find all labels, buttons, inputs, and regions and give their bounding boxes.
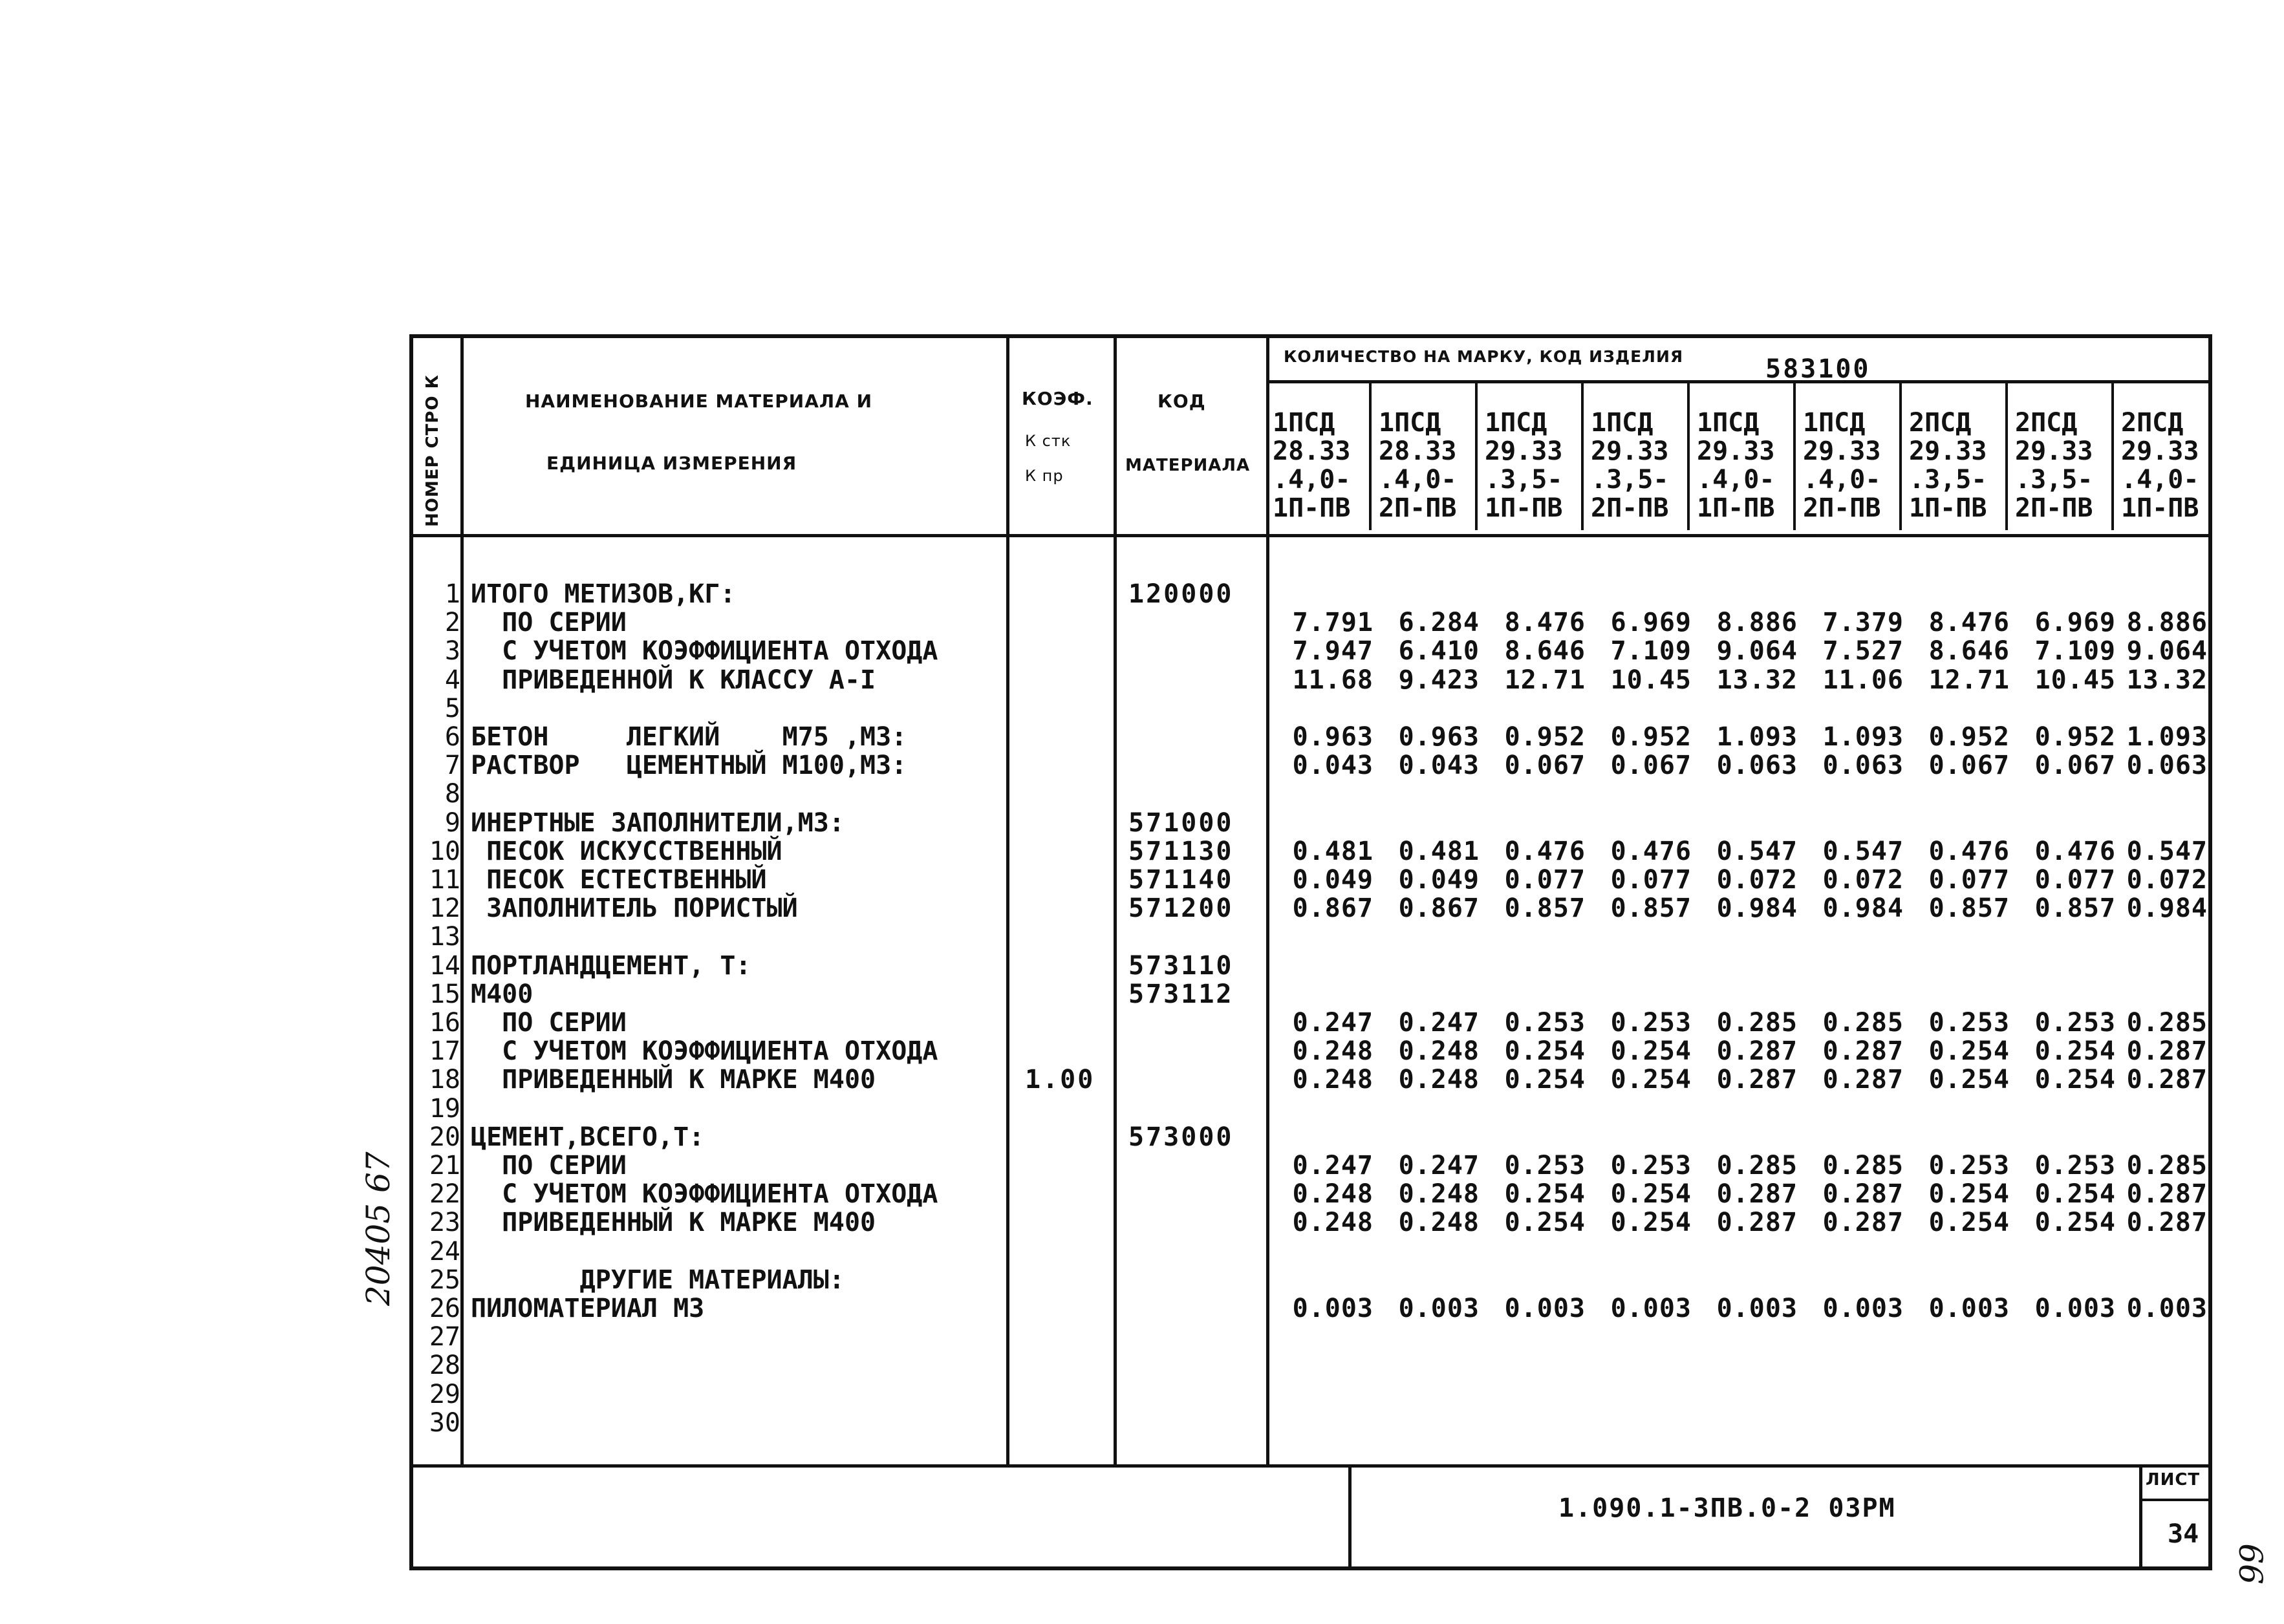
column-header-line: 1ПСД: [1697, 408, 1760, 438]
divider-coef: [1114, 334, 1117, 1467]
quantity-value: 0.285: [1822, 1008, 1904, 1038]
quantity-value: 0.248: [1292, 1208, 1374, 1238]
quantity-value: 9.064: [2126, 636, 2208, 667]
column-header-line: 2ПСД: [1909, 408, 1972, 438]
quantity-value: 0.857: [1928, 893, 2010, 924]
coefficient-value: 1.00: [1025, 1065, 1095, 1095]
quantity-value: 0.247: [1292, 1008, 1374, 1038]
quantity-value: 0.254: [1504, 1036, 1586, 1067]
quantity-value: 13.32: [2126, 665, 2208, 695]
material-code: 571130: [1128, 836, 1234, 866]
quantity-value: 6.410: [1398, 636, 1480, 667]
material-name: ПО СЕРИИ: [471, 1151, 627, 1181]
quantity-value: 0.952: [1610, 722, 1692, 752]
quantity-value: 0.476: [1610, 836, 1692, 866]
column-header-line: 1П-ПВ: [1273, 493, 1351, 523]
quantity-value: 12.71: [1928, 665, 2010, 695]
quantity-value: 0.481: [1398, 836, 1480, 866]
quantity-value: 8.476: [1504, 608, 1586, 638]
quantity-value: 0.253: [2034, 1151, 2116, 1181]
quantity-value: 0.287: [1716, 1208, 1798, 1238]
quantity-value: 0.043: [1398, 751, 1480, 781]
quantity-value: 7.947: [1292, 636, 1374, 667]
quantity-value: 0.287: [1822, 1036, 1904, 1067]
quantity-value: 0.285: [2126, 1151, 2208, 1181]
material-name: ИТОГО МЕТИЗОВ,КГ:: [471, 579, 736, 609]
divider-qty-5: [1793, 381, 1796, 530]
quantity-value: 0.003: [1822, 1294, 1904, 1323]
quantity-value: 0.287: [1822, 1208, 1904, 1238]
material-code: 573000: [1128, 1122, 1234, 1152]
document-code: 1.090.1-3ПВ.0-2 03РМ: [1558, 1493, 1896, 1523]
quantity-value: 0.072: [2126, 865, 2208, 895]
quantity-value: 0.287: [2126, 1179, 2208, 1210]
material-name: ПОРТЛАНДЦЕМЕНТ, Т:: [471, 950, 751, 981]
row-number: 1: [444, 579, 460, 609]
column-header-line: 28.33: [1379, 436, 1457, 466]
column-header-line: 29.33: [1803, 436, 1881, 466]
quantity-value: 0.254: [1504, 1179, 1586, 1210]
header-coef-label-1: КОЭФ.: [1022, 388, 1094, 409]
quantity-value: 0.077: [1504, 865, 1586, 895]
quantity-value: 0.285: [2126, 1008, 2208, 1038]
divider-qty-6: [1899, 381, 1902, 530]
quantity-value: 0.984: [2126, 893, 2208, 924]
column-header-line: 29.33: [1485, 436, 1563, 466]
quantity-value: 8.886: [1716, 608, 1798, 638]
row-number: 12: [429, 893, 460, 924]
quantity-value: 0.984: [1822, 893, 1904, 924]
material-name: ЗАПОЛНИТЕЛЬ ПОРИСТЫЙ: [471, 893, 798, 924]
quantity-value: 7.527: [1822, 636, 1904, 667]
material-name: ПО СЕРИИ: [471, 1008, 627, 1038]
margin-note-right: 66: [2231, 1543, 2269, 1585]
quantity-value: 0.003: [2126, 1294, 2208, 1323]
row-number: 16: [429, 1008, 460, 1038]
quantity-value: 7.791: [1292, 608, 1374, 638]
row-number: 11: [429, 865, 460, 895]
quantity-value: 0.287: [1716, 1065, 1798, 1095]
quantity-value: 0.254: [2034, 1065, 2116, 1095]
quantity-value: 0.253: [2034, 1008, 2116, 1038]
row-number: 22: [429, 1179, 460, 1210]
material-name: ПЕСОК ИСКУССТВЕННЫЙ: [471, 836, 782, 866]
divider-qty-2: [1475, 381, 1478, 530]
quantity-value: 0.963: [1292, 722, 1374, 752]
quantity-value: 0.857: [1610, 893, 1692, 924]
quantity-value: 7.109: [2034, 636, 2116, 667]
row-number: 20: [429, 1122, 460, 1152]
row-number: 21: [429, 1151, 460, 1181]
column-header-line: .4,0-: [1697, 465, 1775, 495]
divider-qty-8: [2111, 381, 2114, 530]
material-name: БЕТОН ЛЕГКИЙ М75 ,МЗ:: [471, 722, 907, 752]
quantity-value: 8.886: [2126, 608, 2208, 638]
column-header-line: 1ПСД: [1273, 408, 1335, 438]
footer-sheet-divider: [2139, 1464, 2142, 1570]
quantity-value: 0.287: [2126, 1065, 2208, 1095]
material-name: ПО СЕРИИ: [471, 608, 627, 638]
quantity-value: 10.45: [1610, 665, 1692, 695]
material-code: 571000: [1128, 807, 1234, 838]
quantity-value: 0.254: [1504, 1208, 1586, 1238]
row-number: 29: [429, 1379, 460, 1409]
quantity-value: 13.32: [1716, 665, 1798, 695]
quantity-value: 0.476: [1928, 836, 2010, 866]
quantity-value: 0.984: [1716, 893, 1798, 924]
material-name: ПИЛОМАТЕРИАЛ МЗ: [471, 1294, 705, 1323]
quantity-value: 0.248: [1398, 1036, 1480, 1067]
quantity-value: 8.646: [1928, 636, 2010, 667]
column-header-line: 29.33: [2015, 436, 2093, 466]
row-number: 30: [429, 1407, 460, 1438]
quantity-value: 0.867: [1292, 893, 1374, 924]
quantity-value: 0.476: [2034, 836, 2116, 866]
rule-header-bottom: [409, 534, 2212, 537]
quantity-value: 1.093: [1822, 722, 1904, 752]
material-name: ЦЕМЕНТ,ВСЕГО,Т:: [471, 1122, 705, 1152]
row-number: 3: [444, 636, 460, 667]
row-number: 2: [444, 608, 460, 638]
quantity-value: 0.285: [1716, 1151, 1798, 1181]
quantity-value: 6.969: [1610, 608, 1692, 638]
row-number: 25: [429, 1265, 460, 1295]
column-header-line: .4,0-: [1273, 465, 1351, 495]
quantity-value: 6.969: [2034, 608, 2116, 638]
header-name-label-1: НАИМЕНОВАНИЕ МАТЕРИАЛА И: [525, 390, 873, 412]
quantity-value: 0.247: [1398, 1151, 1480, 1181]
material-code: 571140: [1128, 865, 1234, 895]
column-header-line: 1ПСД: [1379, 408, 1441, 438]
quantity-value: 0.003: [1610, 1294, 1692, 1323]
quantity-value: 0.072: [1822, 865, 1904, 895]
column-header-line: 29.33: [1591, 436, 1669, 466]
divider-rownum: [460, 334, 464, 1467]
quantity-value: 0.067: [2034, 751, 2116, 781]
quantity-value: 0.287: [1822, 1179, 1904, 1210]
quantity-value: 0.476: [1504, 836, 1586, 866]
quantity-value: 0.247: [1398, 1008, 1480, 1038]
quantity-value: 0.547: [1822, 836, 1904, 866]
quantity-value: 0.952: [1928, 722, 2010, 752]
material-name: С УЧЕТОМ КОЭФФИЦИЕНТА ОТХОДА: [471, 636, 938, 667]
material-name: ПРИВЕДЕННЫЙ К МАРКЕ М400: [471, 1208, 876, 1238]
quantity-value: 0.003: [1716, 1294, 1798, 1323]
quantity-value: 0.287: [2126, 1036, 2208, 1067]
material-name: ИНЕРТНЫЕ ЗАПОЛНИТЕЛИ,МЗ:: [471, 807, 845, 838]
column-header-line: 2П-ПВ: [1591, 493, 1669, 523]
material-name: С УЧЕТОМ КОЭФФИЦИЕНТА ОТХОДА: [471, 1036, 938, 1067]
quantity-value: 0.285: [1822, 1151, 1904, 1181]
quantity-value: 0.287: [1822, 1065, 1904, 1095]
quantity-value: 0.254: [1504, 1065, 1586, 1095]
material-name: РАСТВОР ЦЕМЕНТНЫЙ М100,МЗ:: [471, 751, 907, 781]
quantity-value: 0.043: [1292, 751, 1374, 781]
quantity-value: 0.547: [1716, 836, 1798, 866]
column-header-line: 1ПСД: [1591, 408, 1654, 438]
footer-sheet-rule: [2139, 1499, 2212, 1501]
column-header-line: 1П-ПВ: [1909, 493, 1987, 523]
column-header-line: 1П-ПВ: [1697, 493, 1775, 523]
row-number: 7: [444, 751, 460, 781]
quantity-value: 7.109: [1610, 636, 1692, 667]
sheet-number: 34: [2168, 1519, 2199, 1549]
quantity-value: 0.547: [2126, 836, 2208, 866]
row-number: 6: [444, 722, 460, 752]
quantity-value: 0.248: [1398, 1065, 1480, 1095]
quantity-value: 0.481: [1292, 836, 1374, 866]
quantity-value: 6.284: [1398, 608, 1480, 638]
quantity-value: 0.867: [1398, 893, 1480, 924]
quantity-value: 0.254: [2034, 1179, 2116, 1210]
divider-qty-1: [1369, 381, 1372, 530]
header-rownum-label: НОМЕР СТРО К: [423, 374, 442, 527]
material-name: С УЧЕТОМ КОЭФФИЦИЕНТА ОТХОДА: [471, 1179, 938, 1210]
quantity-value: 0.067: [1504, 751, 1586, 781]
material-code: 573110: [1128, 950, 1234, 981]
row-number: 9: [444, 807, 460, 838]
quantity-value: 0.003: [1504, 1294, 1586, 1323]
quantity-value: 0.003: [1292, 1294, 1374, 1323]
header-qty-label: КОЛИЧЕСТВО НА МАРКУ, КОД ИЗДЕЛИЯ: [1284, 347, 1684, 366]
quantity-value: 10.45: [2034, 665, 2116, 695]
material-code: 573112: [1128, 979, 1234, 1009]
quantity-value: 0.003: [1398, 1294, 1480, 1323]
quantity-value: 0.067: [1928, 751, 2010, 781]
header-coef-label-3: К пр: [1025, 467, 1064, 485]
quantity-value: 8.476: [1928, 608, 2010, 638]
quantity-value: 11.68: [1292, 665, 1374, 695]
column-header-line: 29.33: [2121, 436, 2199, 466]
quantity-value: 0.077: [1610, 865, 1692, 895]
column-header-line: 2П-ПВ: [1803, 493, 1881, 523]
quantity-value: 8.646: [1504, 636, 1586, 667]
row-number: 14: [429, 950, 460, 981]
quantity-value: 0.063: [1716, 751, 1798, 781]
quantity-value: 0.857: [2034, 893, 2116, 924]
column-header-line: 2ПСД: [2121, 408, 2184, 438]
column-header-line: 1П-ПВ: [1485, 493, 1563, 523]
quantity-value: 0.254: [1610, 1179, 1692, 1210]
material-name: ПЕСОК ЕСТЕСТВЕННЫЙ: [471, 865, 767, 895]
quantity-value: 0.072: [1716, 865, 1798, 895]
material-code: 120000: [1128, 579, 1234, 609]
column-header-line: .3,5-: [1909, 465, 1987, 495]
row-number: 18: [429, 1065, 460, 1095]
quantity-value: 0.248: [1398, 1208, 1480, 1238]
quantity-value: 0.003: [2034, 1294, 2116, 1323]
material-name: ДРУГИЕ МАТЕРИАЛЫ:: [471, 1265, 845, 1295]
quantity-value: 0.247: [1292, 1151, 1374, 1181]
quantity-value: 0.077: [2034, 865, 2116, 895]
quantity-value: 0.963: [1398, 722, 1480, 752]
row-number: 13: [429, 922, 460, 952]
column-header-line: 1ПСД: [1485, 408, 1547, 438]
quantity-value: 0.952: [2034, 722, 2116, 752]
column-header-line: 2П-ПВ: [2015, 493, 2093, 523]
quantity-value: 0.003: [1928, 1294, 2010, 1323]
column-header-line: .4,0-: [2121, 465, 2199, 495]
row-number: 5: [444, 693, 460, 723]
column-header-line: 29.33: [1909, 436, 1987, 466]
column-header-line: .4,0-: [1803, 465, 1881, 495]
material-name: М400: [471, 979, 533, 1009]
divider-qty-7: [2005, 381, 2008, 530]
quantity-value: 0.248: [1292, 1036, 1374, 1067]
rule-qty-subheader: [1266, 380, 2210, 383]
quantity-value: 0.254: [2034, 1036, 2116, 1067]
header-name-label-2: ЕДИНИЦА ИЗМЕРЕНИЯ: [546, 453, 797, 474]
column-header-line: 29.33: [1697, 436, 1775, 466]
quantity-value: 0.253: [1504, 1151, 1586, 1181]
quantity-value: 0.253: [1504, 1008, 1586, 1038]
quantity-value: 0.253: [1610, 1151, 1692, 1181]
quantity-value: 0.248: [1292, 1065, 1374, 1095]
quantity-value: 0.253: [1610, 1008, 1692, 1038]
quantity-value: 0.254: [2034, 1208, 2116, 1238]
quantity-value: 9.064: [1716, 636, 1798, 667]
quantity-value: 0.952: [1504, 722, 1586, 752]
quantity-value: 0.248: [1292, 1179, 1374, 1210]
rule-footer-top: [409, 1464, 2212, 1468]
quantity-value: 0.077: [1928, 865, 2010, 895]
quantity-value: 7.379: [1822, 608, 1904, 638]
row-number: 15: [429, 979, 460, 1009]
quantity-value: 0.287: [1716, 1036, 1798, 1067]
quantity-value: 0.285: [1716, 1008, 1798, 1038]
material-name: ПРИВЕДЕННЫЙ К МАРКЕ М400: [471, 1065, 876, 1095]
quantity-value: 0.857: [1504, 893, 1586, 924]
quantity-value: 12.71: [1504, 665, 1586, 695]
quantity-value: 0.287: [2126, 1208, 2208, 1238]
row-number: 10: [429, 836, 460, 866]
quantity-value: 0.063: [1822, 751, 1904, 781]
quantity-value: 0.063: [2126, 751, 2208, 781]
quantity-value: 0.287: [1716, 1179, 1798, 1210]
material-code: 571200: [1128, 893, 1234, 924]
quantity-value: 0.049: [1292, 865, 1374, 895]
quantity-value: 11.06: [1822, 665, 1904, 695]
row-number: 19: [429, 1093, 460, 1124]
row-number: 23: [429, 1208, 460, 1238]
column-header-line: .3,5-: [1591, 465, 1669, 495]
quantity-value: 0.253: [1928, 1151, 2010, 1181]
column-header-line: .3,5-: [2015, 465, 2093, 495]
column-header-line: 1П-ПВ: [2121, 493, 2199, 523]
row-number: 27: [429, 1322, 460, 1352]
material-name: ПРИВЕДЕННОЙ К КЛАССУ А-I: [471, 665, 876, 695]
quantity-value: 0.253: [1928, 1008, 2010, 1038]
column-header-line: .3,5-: [1485, 465, 1563, 495]
divider-qty-4: [1687, 381, 1690, 530]
header-product-code: 583100: [1765, 354, 1871, 384]
column-header-line: 2П-ПВ: [1379, 493, 1457, 523]
quantity-value: 0.067: [1610, 751, 1692, 781]
row-number: 28: [429, 1351, 460, 1381]
row-number: 26: [429, 1294, 460, 1323]
quantity-value: 1.093: [2126, 722, 2208, 752]
quantity-value: 0.254: [1610, 1036, 1692, 1067]
footer-divider: [1348, 1464, 1352, 1570]
row-number: 24: [429, 1236, 460, 1266]
quantity-value: 0.254: [1928, 1179, 2010, 1210]
quantity-value: 0.248: [1398, 1179, 1480, 1210]
column-header-line: 28.33: [1273, 436, 1351, 466]
header-code-label-2: МАТЕРИАЛА: [1125, 456, 1251, 475]
divider-name: [1006, 334, 1009, 1467]
quantity-value: 9.423: [1398, 665, 1480, 695]
divider-qty-3: [1581, 381, 1584, 530]
sheet-label: ЛИСТ: [2146, 1470, 2201, 1490]
row-number: 8: [444, 779, 460, 809]
row-number: 17: [429, 1036, 460, 1067]
header-code-label-1: КОД: [1158, 390, 1206, 412]
column-header-line: 1ПСД: [1803, 408, 1866, 438]
margin-note-left: 20405 67: [360, 1151, 397, 1306]
quantity-value: 0.049: [1398, 865, 1480, 895]
quantity-value: 0.254: [1928, 1065, 2010, 1095]
column-header-line: .4,0-: [1379, 465, 1457, 495]
quantity-value: 0.254: [1928, 1036, 2010, 1067]
quantity-value: 0.254: [1610, 1208, 1692, 1238]
column-header-line: 2ПСД: [2015, 408, 2078, 438]
row-number: 4: [444, 665, 460, 695]
header-coef-label-2: К стк: [1025, 432, 1072, 450]
quantity-value: 0.254: [1610, 1065, 1692, 1095]
quantity-value: 0.254: [1928, 1208, 2010, 1238]
quantity-value: 1.093: [1716, 722, 1798, 752]
